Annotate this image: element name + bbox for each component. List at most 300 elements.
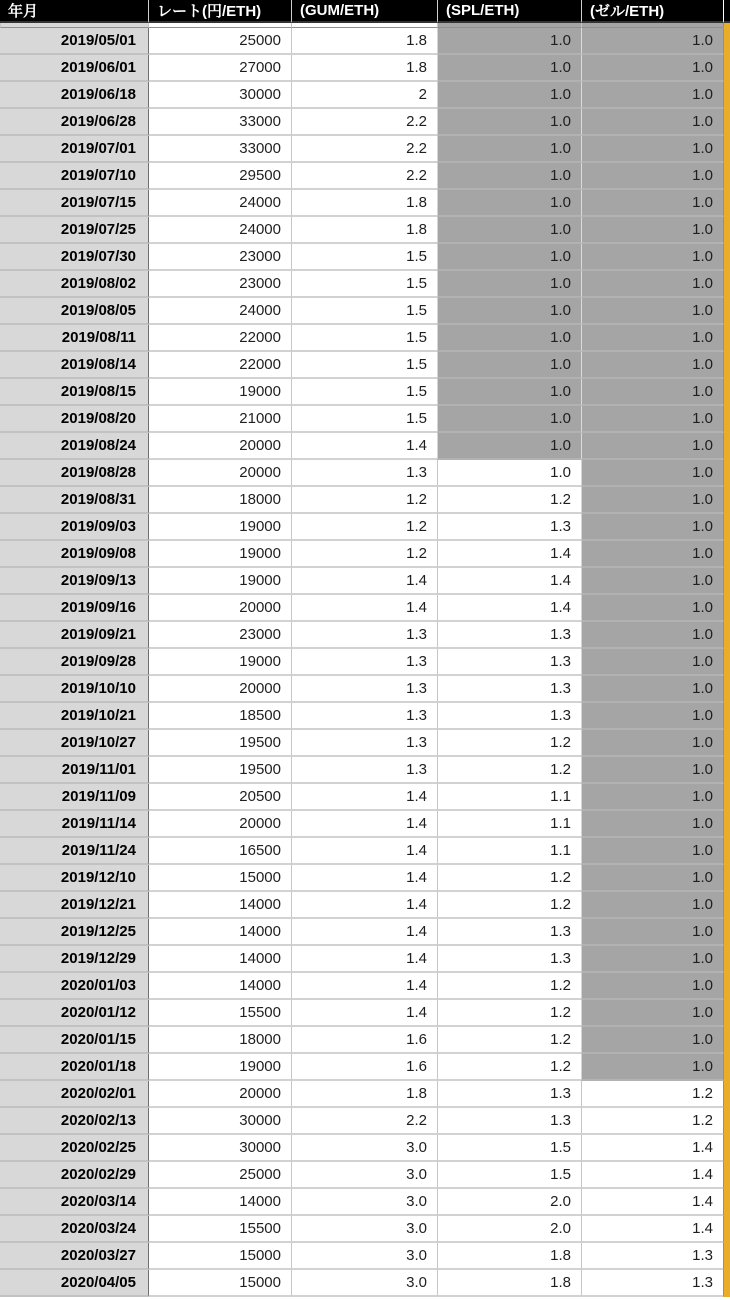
cell-rate[interactable]: 19000: [148, 1054, 291, 1081]
cell-date[interactable]: 2020/01/03: [0, 973, 148, 1000]
cell-date[interactable]: 2019/08/11: [0, 325, 148, 352]
cell-rate[interactable]: 14000: [148, 919, 291, 946]
cell-zel[interactable]: 1.0: [581, 892, 723, 919]
selection-strip: [723, 514, 730, 541]
cell-spl[interactable]: 1.0: [437, 460, 581, 487]
cell-zel[interactable]: 1.0: [581, 568, 723, 595]
selection-strip: [723, 379, 730, 406]
selection-strip: [723, 1081, 730, 1108]
cell-rate[interactable]: 24000: [148, 217, 291, 244]
cell-rate[interactable]: 15000: [148, 1243, 291, 1270]
cell-rate[interactable]: 20000: [148, 460, 291, 487]
cell-gum[interactable]: 3.0: [291, 1189, 437, 1216]
cell-rate[interactable]: 15500: [148, 1216, 291, 1243]
cell-spl[interactable]: 1.2: [437, 730, 581, 757]
cell-spl[interactable]: 1.0: [437, 190, 581, 217]
cell-gum[interactable]: 2.2: [291, 109, 437, 136]
cell-rate[interactable]: 30000: [148, 1108, 291, 1135]
cell-zel[interactable]: 1.0: [581, 703, 723, 730]
cell-rate[interactable]: 18000: [148, 487, 291, 514]
cell-rate[interactable]: 19500: [148, 730, 291, 757]
cell-spl[interactable]: 1.0: [437, 28, 581, 55]
cell-gum[interactable]: 2: [291, 82, 437, 109]
cell-spl[interactable]: 1.0: [437, 406, 581, 433]
cell-zel[interactable]: 1.0: [581, 973, 723, 1000]
cell-date[interactable]: 2019/08/02: [0, 271, 148, 298]
table-row: [0, 217, 730, 244]
cell-gum[interactable]: 1.2: [291, 514, 437, 541]
cell-spl[interactable]: 1.0: [437, 55, 581, 82]
table-row: [0, 568, 730, 595]
cell-spl[interactable]: 1.3: [437, 1108, 581, 1135]
cell-rate[interactable]: 19000: [148, 568, 291, 595]
cell-spl[interactable]: 1.2: [437, 1027, 581, 1054]
cell-gum[interactable]: 1.3: [291, 757, 437, 784]
cell-gum[interactable]: 1.5: [291, 352, 437, 379]
selection-strip: [723, 271, 730, 298]
cell-zel[interactable]: 1.0: [581, 595, 723, 622]
cell-rate[interactable]: 25000: [148, 28, 291, 55]
table-row: [0, 757, 730, 784]
cell-date[interactable]: 2019/11/09: [0, 784, 148, 811]
cell-rate[interactable]: 19500: [148, 757, 291, 784]
cell-spl[interactable]: 1.0: [437, 325, 581, 352]
cell-date[interactable]: 2019/11/24: [0, 838, 148, 865]
cell-rate[interactable]: 23000: [148, 622, 291, 649]
cell-rate[interactable]: 18000: [148, 1027, 291, 1054]
selection-strip: [723, 109, 730, 136]
cell-gum[interactable]: 1.3: [291, 730, 437, 757]
cell-zel[interactable]: 1.0: [581, 298, 723, 325]
cell-zel[interactable]: 1.0: [581, 244, 723, 271]
cell-rate[interactable]: 20000: [148, 811, 291, 838]
cell-zel[interactable]: 1.4: [581, 1216, 723, 1243]
cell-date[interactable]: 2019/08/31: [0, 487, 148, 514]
cell-gum[interactable]: 1.5: [291, 406, 437, 433]
cell-zel[interactable]: 1.0: [581, 487, 723, 514]
cell-date[interactable]: 2019/08/24: [0, 433, 148, 460]
cell-spl[interactable]: 1.0: [437, 298, 581, 325]
selection-strip: [723, 1162, 730, 1189]
cell-date[interactable]: 2019/07/25: [0, 217, 148, 244]
cell-gum[interactable]: 1.5: [291, 325, 437, 352]
cell-spl[interactable]: 1.0: [437, 82, 581, 109]
cell-gum[interactable]: 1.3: [291, 622, 437, 649]
cell-gum[interactable]: 3.0: [291, 1216, 437, 1243]
cell-gum[interactable]: 1.5: [291, 379, 437, 406]
cell-gum[interactable]: 1.8: [291, 28, 437, 55]
cell-rate[interactable]: 30000: [148, 1135, 291, 1162]
cell-rate[interactable]: 20000: [148, 1081, 291, 1108]
selection-strip: [723, 406, 730, 433]
cell-spl[interactable]: 1.1: [437, 811, 581, 838]
cell-rate[interactable]: 25000: [148, 1162, 291, 1189]
cell-date[interactable]: 2019/08/15: [0, 379, 148, 406]
cell-gum[interactable]: 1.4: [291, 595, 437, 622]
cell-zel[interactable]: 1.0: [581, 811, 723, 838]
cell-date[interactable]: 2020/02/29: [0, 1162, 148, 1189]
cell-rate[interactable]: 19000: [148, 541, 291, 568]
cell-spl[interactable]: 1.2: [437, 865, 581, 892]
cell-date[interactable]: 2019/12/10: [0, 865, 148, 892]
table-row: [0, 1162, 730, 1189]
cell-rate[interactable]: 15500: [148, 1000, 291, 1027]
selection-strip: [723, 730, 730, 757]
selection-strip: [723, 244, 730, 271]
cell-rate[interactable]: 15000: [148, 1270, 291, 1297]
cell-date[interactable]: 2019/08/14: [0, 352, 148, 379]
cell-gum[interactable]: 1.4: [291, 433, 437, 460]
cell-date[interactable]: 2019/09/13: [0, 568, 148, 595]
cell-spl[interactable]: 1.4: [437, 595, 581, 622]
cell-gum[interactable]: 1.4: [291, 946, 437, 973]
cell-gum[interactable]: 1.8: [291, 55, 437, 82]
cell-zel[interactable]: 1.3: [581, 1270, 723, 1297]
cell-rate[interactable]: 14000: [148, 973, 291, 1000]
selection-strip: [723, 838, 730, 865]
cell-spl[interactable]: 1.8: [437, 1243, 581, 1270]
cell-rate[interactable]: 30000: [148, 82, 291, 109]
selection-strip: [723, 703, 730, 730]
selection-strip: [723, 1216, 730, 1243]
cell-spl[interactable]: 1.5: [437, 1162, 581, 1189]
selection-strip: [723, 28, 730, 55]
cell-spl[interactable]: 1.2: [437, 892, 581, 919]
cell-date[interactable]: 2020/04/05: [0, 1270, 148, 1297]
cell-spl[interactable]: 1.3: [437, 1081, 581, 1108]
cell-date[interactable]: 2019/09/21: [0, 622, 148, 649]
cell-zel[interactable]: 1.0: [581, 865, 723, 892]
cell-spl[interactable]: 1.3: [437, 649, 581, 676]
cell-spl[interactable]: 1.4: [437, 541, 581, 568]
cell-rate[interactable]: 24000: [148, 298, 291, 325]
cell-zel[interactable]: 1.0: [581, 730, 723, 757]
cell-spl[interactable]: 1.2: [437, 1054, 581, 1081]
cell-date[interactable]: 2019/11/01: [0, 757, 148, 784]
selection-strip: [723, 973, 730, 1000]
col-header-date[interactable]: 年月: [0, 0, 148, 23]
cell-date[interactable]: 2020/03/24: [0, 1216, 148, 1243]
table-row: [0, 28, 730, 55]
selection-strip: [723, 82, 730, 109]
cell-gum[interactable]: 3.0: [291, 1243, 437, 1270]
cell-rate[interactable]: 14000: [148, 946, 291, 973]
cell-date[interactable]: 2019/07/10: [0, 163, 148, 190]
cell-zel[interactable]: 1.0: [581, 82, 723, 109]
cell-spl[interactable]: 1.0: [437, 217, 581, 244]
cell-rate[interactable]: 20500: [148, 784, 291, 811]
cell-date[interactable]: 2019/07/15: [0, 190, 148, 217]
cell-zel[interactable]: 1.0: [581, 271, 723, 298]
cell-date[interactable]: 2019/11/14: [0, 811, 148, 838]
cell-gum[interactable]: 2.2: [291, 136, 437, 163]
cell-date[interactable]: 2020/02/13: [0, 1108, 148, 1135]
cell-spl[interactable]: 1.1: [437, 784, 581, 811]
cell-spl[interactable]: 1.0: [437, 379, 581, 406]
cell-spl[interactable]: 1.2: [437, 487, 581, 514]
table-row: [0, 109, 730, 136]
cell-gum[interactable]: 1.8: [291, 1081, 437, 1108]
cell-rate[interactable]: 16500: [148, 838, 291, 865]
cell-zel[interactable]: 1.0: [581, 460, 723, 487]
cell-date[interactable]: 2019/07/01: [0, 136, 148, 163]
table-row: [0, 82, 730, 109]
cell-spl[interactable]: 1.0: [437, 136, 581, 163]
col-header-spl[interactable]: (SPL/ETH): [437, 0, 581, 23]
cell-gum[interactable]: 1.4: [291, 973, 437, 1000]
col-header-zel[interactable]: (ゼル/ETH): [581, 0, 723, 23]
selection-strip: [723, 649, 730, 676]
cell-spl[interactable]: 1.2: [437, 1000, 581, 1027]
cell-zel[interactable]: 1.4: [581, 1135, 723, 1162]
cell-gum[interactable]: 1.4: [291, 865, 437, 892]
cell-zel[interactable]: 1.0: [581, 784, 723, 811]
cell-gum[interactable]: 1.5: [291, 244, 437, 271]
cell-date[interactable]: 2019/09/16: [0, 595, 148, 622]
cell-gum[interactable]: 3.0: [291, 1270, 437, 1297]
cell-zel[interactable]: 1.0: [581, 325, 723, 352]
table-row: [0, 1135, 730, 1162]
cell-zel[interactable]: 1.0: [581, 352, 723, 379]
table-row: [0, 1081, 730, 1108]
cell-rate[interactable]: 14000: [148, 1189, 291, 1216]
cell-zel[interactable]: 1.4: [581, 1162, 723, 1189]
cell-gum[interactable]: 1.2: [291, 541, 437, 568]
table-row: [0, 811, 730, 838]
table-row: [0, 1000, 730, 1027]
cell-zel[interactable]: 1.0: [581, 1027, 723, 1054]
table-row: [0, 730, 730, 757]
table-row: [0, 865, 730, 892]
cell-date[interactable]: 2019/10/27: [0, 730, 148, 757]
cell-zel[interactable]: 1.0: [581, 55, 723, 82]
cell-rate[interactable]: 19000: [148, 379, 291, 406]
cell-date[interactable]: 2019/08/28: [0, 460, 148, 487]
cell-spl[interactable]: 1.1: [437, 838, 581, 865]
selection-strip: [723, 163, 730, 190]
cell-rate[interactable]: 15000: [148, 865, 291, 892]
cell-spl[interactable]: 1.0: [437, 271, 581, 298]
cell-gum[interactable]: 1.5: [291, 298, 437, 325]
cell-date[interactable]: 2020/01/12: [0, 1000, 148, 1027]
cell-rate[interactable]: 14000: [148, 892, 291, 919]
col-header-rate[interactable]: レート(円/ETH): [148, 0, 291, 23]
table-row: [0, 1027, 730, 1054]
cell-zel[interactable]: 1.2: [581, 1081, 723, 1108]
cell-gum[interactable]: 1.6: [291, 1027, 437, 1054]
cell-date[interactable]: 2019/08/05: [0, 298, 148, 325]
selection-strip: [723, 811, 730, 838]
cell-zel[interactable]: 1.0: [581, 514, 723, 541]
cell-rate[interactable]: 33000: [148, 136, 291, 163]
cell-date[interactable]: 2020/03/27: [0, 1243, 148, 1270]
cell-date[interactable]: 2019/06/18: [0, 82, 148, 109]
table-row: [0, 946, 730, 973]
cell-zel[interactable]: 1.0: [581, 946, 723, 973]
cell-spl[interactable]: 1.0: [437, 163, 581, 190]
cell-gum[interactable]: 1.4: [291, 811, 437, 838]
cell-date[interactable]: 2019/05/01: [0, 28, 148, 55]
cell-rate[interactable]: 19000: [148, 649, 291, 676]
cell-spl[interactable]: 1.3: [437, 946, 581, 973]
cell-spl[interactable]: 1.0: [437, 244, 581, 271]
selection-strip: [723, 1054, 730, 1081]
cell-spl[interactable]: 1.0: [437, 109, 581, 136]
selection-strip: [723, 946, 730, 973]
cell-gum[interactable]: 1.3: [291, 649, 437, 676]
cell-rate[interactable]: 21000: [148, 406, 291, 433]
cell-date[interactable]: 2020/03/14: [0, 1189, 148, 1216]
cell-zel[interactable]: 1.0: [581, 190, 723, 217]
selection-strip: [723, 595, 730, 622]
cell-gum[interactable]: 3.0: [291, 1135, 437, 1162]
cell-zel[interactable]: 1.0: [581, 433, 723, 460]
cell-date[interactable]: 2019/12/29: [0, 946, 148, 973]
cell-gum[interactable]: 1.4: [291, 1000, 437, 1027]
cell-zel[interactable]: 1.0: [581, 136, 723, 163]
cell-gum[interactable]: 1.4: [291, 919, 437, 946]
table-row: [0, 433, 730, 460]
cell-gum[interactable]: 2.2: [291, 163, 437, 190]
cell-date[interactable]: 2019/07/30: [0, 244, 148, 271]
cell-gum[interactable]: 1.3: [291, 460, 437, 487]
cell-date[interactable]: 2019/06/28: [0, 109, 148, 136]
cell-gum[interactable]: 1.4: [291, 892, 437, 919]
cell-spl[interactable]: 1.3: [437, 703, 581, 730]
selection-strip: [723, 1135, 730, 1162]
cell-date[interactable]: 2019/09/08: [0, 541, 148, 568]
cell-spl[interactable]: 1.0: [437, 433, 581, 460]
cell-spl[interactable]: 2.0: [437, 1189, 581, 1216]
table-row: [0, 784, 730, 811]
cell-spl[interactable]: 1.8: [437, 1270, 581, 1297]
cell-date[interactable]: 2019/12/25: [0, 919, 148, 946]
table-row: [0, 163, 730, 190]
cell-spl[interactable]: 1.3: [437, 676, 581, 703]
cell-spl[interactable]: 1.0: [437, 352, 581, 379]
cell-date[interactable]: 2019/10/10: [0, 676, 148, 703]
cell-date[interactable]: 2019/12/21: [0, 892, 148, 919]
cell-zel[interactable]: 1.0: [581, 379, 723, 406]
table-row: [0, 1216, 730, 1243]
cell-rate[interactable]: 23000: [148, 271, 291, 298]
selection-strip: [723, 433, 730, 460]
cell-date[interactable]: 2020/02/25: [0, 1135, 148, 1162]
selection-strip: [723, 568, 730, 595]
cell-spl[interactable]: 1.5: [437, 1135, 581, 1162]
col-header-gum[interactable]: (GUM/ETH): [291, 0, 437, 23]
cell-zel[interactable]: 1.0: [581, 1054, 723, 1081]
cell-zel[interactable]: 1.4: [581, 1189, 723, 1216]
cell-rate[interactable]: 22000: [148, 325, 291, 352]
cell-zel[interactable]: 1.0: [581, 217, 723, 244]
table-row: [0, 838, 730, 865]
cell-gum[interactable]: 1.2: [291, 487, 437, 514]
cell-gum[interactable]: 1.4: [291, 838, 437, 865]
cell-gum[interactable]: 1.4: [291, 784, 437, 811]
cell-gum[interactable]: 1.3: [291, 676, 437, 703]
cell-date[interactable]: 2019/08/20: [0, 406, 148, 433]
cell-date[interactable]: 2020/01/15: [0, 1027, 148, 1054]
table-row: [0, 1108, 730, 1135]
cell-zel[interactable]: 1.0: [581, 838, 723, 865]
selection-strip: [723, 1189, 730, 1216]
cell-rate[interactable]: 20000: [148, 676, 291, 703]
cell-spl[interactable]: 1.3: [437, 622, 581, 649]
cell-zel[interactable]: 1.0: [581, 109, 723, 136]
cell-rate[interactable]: 22000: [148, 352, 291, 379]
table-row: [0, 703, 730, 730]
cell-spl[interactable]: 1.2: [437, 757, 581, 784]
table-row: [0, 298, 730, 325]
cell-date[interactable]: 2020/02/01: [0, 1081, 148, 1108]
cell-rate[interactable]: 33000: [148, 109, 291, 136]
cell-gum[interactable]: 1.6: [291, 1054, 437, 1081]
selection-strip: [723, 757, 730, 784]
cell-date[interactable]: 2019/10/21: [0, 703, 148, 730]
cell-date[interactable]: 2019/06/01: [0, 55, 148, 82]
cell-spl[interactable]: 1.2: [437, 973, 581, 1000]
selection-strip: [723, 919, 730, 946]
table-row: [0, 1243, 730, 1270]
cell-gum[interactable]: 1.8: [291, 217, 437, 244]
cell-zel[interactable]: 1.0: [581, 919, 723, 946]
selection-strip: [723, 487, 730, 514]
cell-rate[interactable]: 29500: [148, 163, 291, 190]
cell-rate[interactable]: 23000: [148, 244, 291, 271]
cell-rate[interactable]: 27000: [148, 55, 291, 82]
cell-zel[interactable]: 1.3: [581, 1243, 723, 1270]
cell-zel[interactable]: 1.0: [581, 163, 723, 190]
cell-date[interactable]: 2020/01/18: [0, 1054, 148, 1081]
col-header-strip: [723, 0, 730, 23]
cell-zel[interactable]: 1.2: [581, 1108, 723, 1135]
cell-gum[interactable]: 3.0: [291, 1162, 437, 1189]
cell-gum[interactable]: 1.3: [291, 703, 437, 730]
cell-gum[interactable]: 1.5: [291, 271, 437, 298]
cell-zel[interactable]: 1.0: [581, 622, 723, 649]
selection-strip: [723, 676, 730, 703]
cell-zel[interactable]: 1.0: [581, 541, 723, 568]
selection-strip: [723, 1243, 730, 1270]
header-row: [0, 0, 730, 23]
cell-zel[interactable]: 1.0: [581, 28, 723, 55]
cell-rate[interactable]: 20000: [148, 433, 291, 460]
cell-zel[interactable]: 1.0: [581, 676, 723, 703]
table-row: [0, 649, 730, 676]
cell-rate[interactable]: 20000: [148, 595, 291, 622]
cell-rate[interactable]: 18500: [148, 703, 291, 730]
cell-gum[interactable]: 1.4: [291, 568, 437, 595]
cell-rate[interactable]: 19000: [148, 514, 291, 541]
cell-zel[interactable]: 1.0: [581, 406, 723, 433]
table-row: [0, 136, 730, 163]
cell-date[interactable]: 2019/09/03: [0, 514, 148, 541]
cell-date[interactable]: 2019/09/28: [0, 649, 148, 676]
cell-zel[interactable]: 1.0: [581, 757, 723, 784]
cell-gum[interactable]: 2.2: [291, 1108, 437, 1135]
cell-zel[interactable]: 1.0: [581, 649, 723, 676]
cell-gum[interactable]: 1.8: [291, 190, 437, 217]
cell-spl[interactable]: 1.3: [437, 514, 581, 541]
selection-strip: [723, 1108, 730, 1135]
cell-spl[interactable]: 1.3: [437, 919, 581, 946]
cell-zel[interactable]: 1.0: [581, 1000, 723, 1027]
cell-spl[interactable]: 2.0: [437, 1216, 581, 1243]
cell-spl[interactable]: 1.4: [437, 568, 581, 595]
table-row: [0, 379, 730, 406]
cell-rate[interactable]: 24000: [148, 190, 291, 217]
